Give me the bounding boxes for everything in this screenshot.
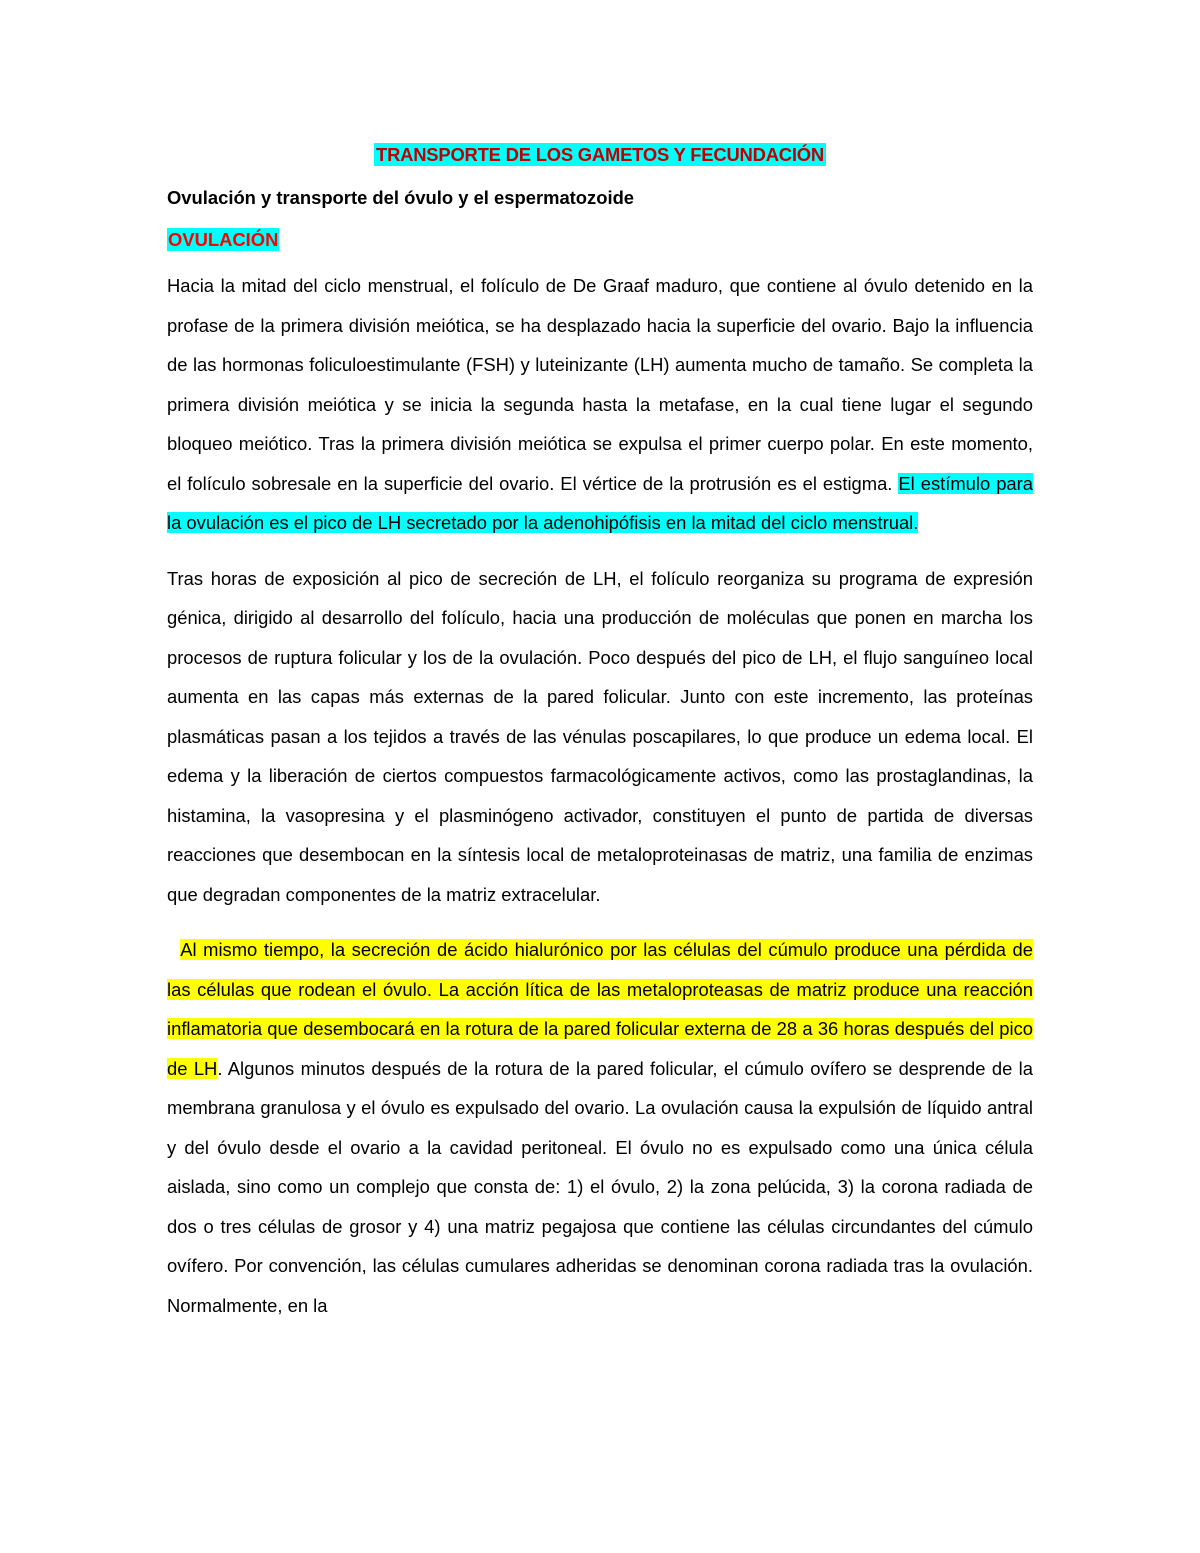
highlighted-sentence: El estímulo para la ovulación es el pico de LH secretado por la adenohipófisis en la mitad del ciclo menstrual.	[167, 472, 1033, 533]
document-body	[167, 138, 1033, 1325]
paragraph-ovulation	[167, 266, 1033, 543]
paragraph-text: . Algunos minutos después de la rotura de la pared folicular, el cúmulo ovífero se desprende de la membrana granulosa y el óvulo es expulsado del ovario. La ovulación causa la expulsión de líquido antral y del óvulo desde el ovario a la cavidad peritoneal. El óvulo no es expulsado como una única célula aislada, sino como un complejo que consta de: 1) el óvulo, 2) la zona pelúcida, 3) la corona radiada de dos o tres células de grosor y 4) una matriz pegajosa que contiene las células circundantes del cúmulo ovífero. Por convención, las células cumulares adheridas se denominan corona radiada tras la ovulación. Normalmente, en la	[167, 1057, 1033, 1316]
paragraph-text: Hacia la mitad del ciclo menstrual, el folículo de De Graaf maduro, que contiene al óvulo detenido en la profase de la primera división meiótica, se ha desplazado hacia la superficie del ovario. Bajo la influencia de las hormonas foliculoestimulante (FSH) y luteinizante (LH) aumenta mucho de tamaño. Se completa la primera división meiótica y se inicia la segunda hasta la metafase, en la cual tiene lugar el segundo bloqueo meiótico. Tras la primera división meiótica se expulsa el primer cuerpo polar. En este momento, el folículo sobresale en la superficie del ovario. El vértice de la protrusión es el estigma.	[167, 275, 1033, 494]
title-line	[167, 138, 1033, 172]
paragraph-follicle-rupture: Tras horas de exposición al pico de secreción de LH, el folículo reorganiza su programa de expresión génica, dirigido al desarrollo del folículo, hacia una producción de moléculas que ponen en marcha los procesos de ruptura folicular y los de la ovulación. Poco después del pico de LH, el flujo sanguíneo local aumenta en las capas más externas de la pared folicular. Junto con este incremento, las proteínas plasmáticas pasan a los tejidos a través de las vénulas poscapilares, lo que produce un edema local. El edema y la liberación de ciertos compuestos farmacológicamente activos, como las prostaglandinas, la histamina, la vasopresina y el plasminógeno activador, constituyen el punto de partida de diversas reacciones que desembocan en la síntesis local de metaloproteinasas de matriz, una familia de enzimas que degradan componentes de la matriz extracelular.	[167, 567, 1033, 905]
document-title: TRANSPORTE DE LOS GAMETOS Y FECUNDACIÓN	[376, 144, 824, 165]
section-heading: OVULACIÓN	[168, 229, 279, 250]
highlighted-passage: Al mismo tiempo, la secreción de ácido hialurónico por las células del cúmulo produce una pérdida de las células que rodean el óvulo. La acción lítica de las metaloproteasas de matriz produce una reacción inflamatoria que desembocará en la rotura de la pared folicular externa de 28 a 36 horas después del pico de LH	[167, 939, 1033, 1079]
document-subtitle: Ovulación y transporte del óvulo y el espermatozoide	[167, 187, 635, 208]
section-heading-line	[167, 223, 1033, 257]
paragraph-hyaluronic-acid	[167, 930, 1033, 1325]
